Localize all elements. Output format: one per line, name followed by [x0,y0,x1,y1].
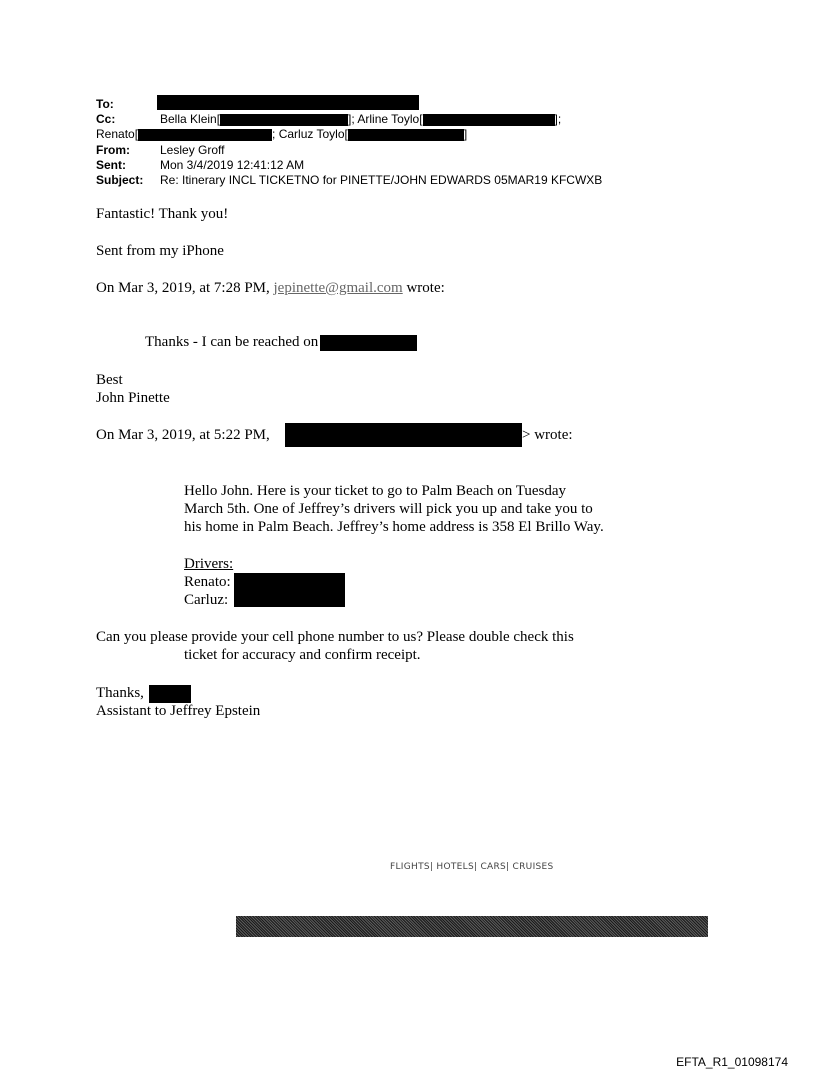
subject-label: Subject: [96,173,144,187]
redaction-block [149,685,191,703]
reply-text: Fantastic! Thank you! [96,206,229,222]
from-value: Lesley Groff [160,143,225,157]
quote2-suffix: > wrote: [522,427,573,443]
redaction-block [348,129,464,141]
cc-line1: Bella Klein[ ]; Arline Toylo[ ]; [160,112,562,126]
banner-image [236,916,708,937]
para-line-2: March 5th. One of Jeffrey’s drivers will pick you up and take you to [184,501,593,517]
subject-value: Re: Itinerary INCL TICKETNO for PINETTE/JOHN EDWARDS 05MAR19 KFCWXB [160,173,603,187]
from-label: From: [96,143,130,157]
para-line-3: his home in Palm Beach. Jeffrey’s home address is 358 El Brillo Way. [184,519,604,535]
cc-name-renato: Renato[ [96,127,139,141]
sent-label: Sent: [96,158,126,172]
assistant-signature: Assistant to Jeffrey Epstein [96,703,261,719]
quote1-text: Thanks - I can be reached on [145,333,417,351]
para-line-1: Hello John. Here is your ticket to go to Palm Beach on Tuesday [184,483,567,499]
cc-label: Cc: [96,112,116,126]
sent-from-iphone: Sent from my iPhone [96,243,224,259]
redaction-block [423,114,555,126]
redaction-block [285,423,522,447]
cc-name-carluz: ; Carluz Toylo[ [272,127,348,141]
redaction-block [157,95,419,110]
thanks-line: Thanks, [96,684,191,703]
footer-links[interactable]: FLIGHTS| HOTELS| CARS| CRUISES [390,862,554,872]
driver-carluz-label: Carluz: [184,592,229,608]
cc-name-bella: Bella Klein[ [160,112,221,126]
quote2-header: On Mar 3, 2019, at 5:22 PM, [96,427,270,443]
redaction-block [234,573,345,607]
quote1-closing: Best [96,372,123,388]
email-document: To: Cc: Bella Klein[ ]; Arline Toylo[ ]; Renato[ ; Carluz Toylo[ ] From: Lesley Groff Sent: Mon 3/4/2019 12:41:12 AM Subject: Re: Itinerary INCL TICKETNO for PINETTE/JOHN EDWARDS 05MAR19 KFCWXB Fantastic! Thank you! Sent from my iPhone On Mar 3, 2019, at 7:28 PM, jepinette@gmail.com wrote: Thanks - I can be reached on Best John Pinette On Mar 3, 2019, at 5:22 PM, > wrote: Hello John. Here is your ticket to go to Palm Beach on Tuesday March 5th. One of Jeffrey’s drivers will pick you up and take you to his home in Palm Beach. Jeffrey’s home address is 358 El Brillo Way. Drivers: Renato: Carluz: Can you please provide your cell phone number to us? Please double check this ticket for accuracy and confirm receipt. Thanks, Assistant to Jeffrey Epstein FLIGHTS| HOTELS| CARS| CRUISES EFTA_R1_01098174 [96,97,788,1069]
redaction-block [320,335,417,351]
request-line-1: Can you please provide your cell phone number to us? Please double check this [96,629,574,645]
cc-name-arline: ]; Arline Toylo[ [348,112,423,126]
redaction-block [138,129,272,141]
driver-renato-label: Renato: [184,574,231,590]
document-id: EFTA_R1_01098174 [676,1055,788,1069]
quote1-name: John Pinette [96,390,170,406]
quote1-header: On Mar 3, 2019, at 7:28 PM, jepinette@gmail.com wrote: [96,280,445,296]
to-label: To: [96,97,114,111]
email-link[interactable]: jepinette@gmail.com [273,280,403,296]
drivers-heading: Drivers: [184,556,234,572]
request-line-2: ticket for accuracy and confirm receipt. [184,647,421,663]
redaction-block [220,114,348,126]
sent-value: Mon 3/4/2019 12:41:12 AM [160,158,305,172]
